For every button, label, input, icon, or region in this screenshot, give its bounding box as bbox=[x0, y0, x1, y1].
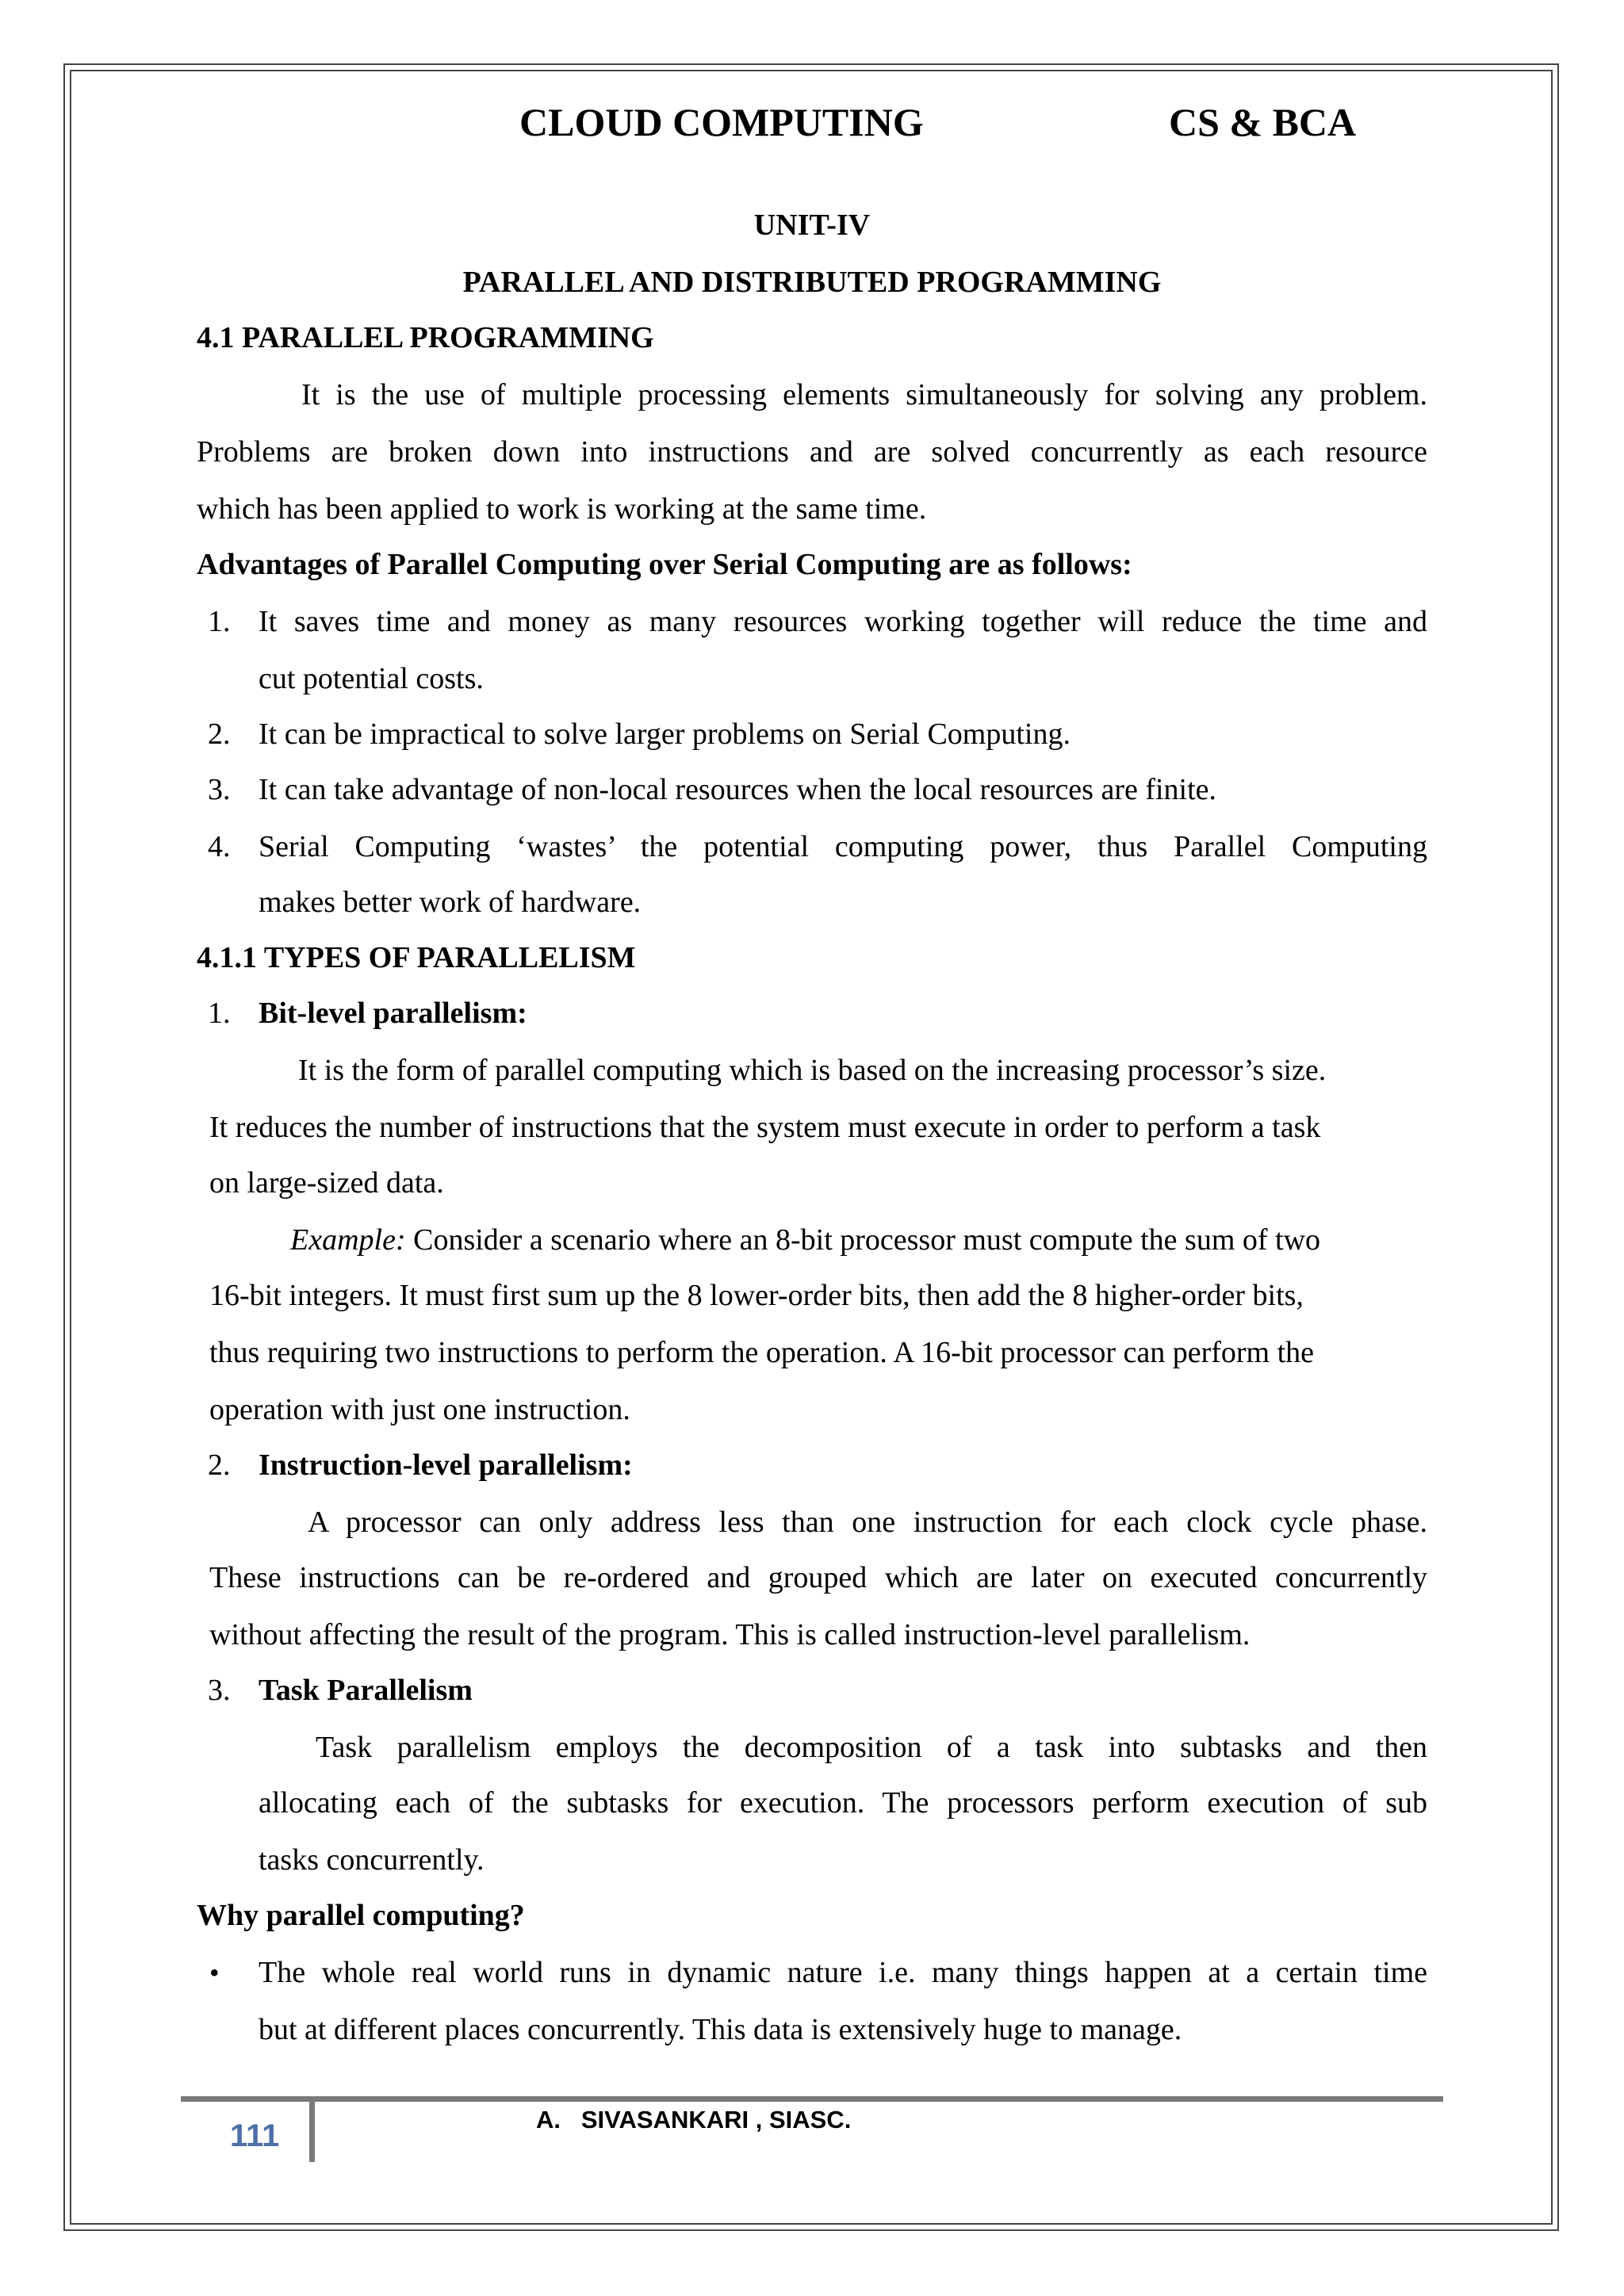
bullet-line: The whole real world runs in dynamic nature i.e. many things happen at a certain time bbox=[259, 1956, 1427, 1989]
paragraph-line: which has been applied to work is working at the same time. bbox=[197, 492, 927, 526]
paragraph-line: These instructions can be re-ordered and grouped which are later on executed concurrently bbox=[209, 1561, 1427, 1594]
list-item-line: It saves time and money as many resources working together will reduce the time and bbox=[259, 605, 1427, 638]
type-title: Bit-level parallelism: bbox=[259, 997, 527, 1030]
list-item-line: It can take advantage of non-local resources when the local resources are finite. bbox=[259, 773, 1217, 806]
unit-label: UNIT-IV bbox=[753, 209, 871, 242]
list-number: 3. bbox=[208, 773, 231, 806]
paragraph-line: It reduces the number of instructions that the system must execute in order to perform a task bbox=[209, 1111, 1321, 1144]
paragraph-line: Task parallelism employs the decomposition of a task into subtasks and then bbox=[316, 1731, 1427, 1764]
paragraph-line: Problems are broken down into instructions and are solved concurrently as each resource bbox=[197, 435, 1427, 469]
list-number: 4. bbox=[208, 830, 231, 863]
footer-rule bbox=[181, 2096, 1443, 2102]
example-text: Consider a scenario where an 8-bit processor must compute the sum of two bbox=[405, 1223, 1321, 1257]
paragraph-line: on large-sized data. bbox=[209, 1166, 444, 1200]
header-subject: CLOUD COMPUTING bbox=[519, 100, 924, 144]
type-title: Instruction-level parallelism: bbox=[259, 1448, 633, 1482]
paragraph-line: 16-bit integers. It must first sum up the 8 lower-order bits, then add the 8 higher-order bits, bbox=[209, 1279, 1304, 1312]
list-number: 2. bbox=[208, 718, 231, 751]
paragraph-line: thus requiring two instructions to perform the operation. A 16-bit processor can perform the bbox=[209, 1336, 1315, 1369]
list-number: 1. bbox=[208, 997, 231, 1030]
page-number: 111 bbox=[230, 2118, 280, 2153]
example-line bbox=[290, 1219, 1320, 1261]
list-item-line: cut potential costs. bbox=[259, 662, 484, 695]
list-item-line: It can be impractical to solve larger problems on Serial Computing. bbox=[259, 718, 1071, 751]
header-course: CS & BCA bbox=[1169, 100, 1357, 144]
paragraph-line: tasks concurrently. bbox=[259, 1843, 485, 1877]
footer-author: A. SIVASANKARI , SIASC. bbox=[536, 2106, 852, 2133]
footer-divider bbox=[309, 2102, 315, 2162]
bullet-icon: • bbox=[209, 1957, 220, 1988]
list-item-line: Serial Computing ‘wastes’ the potential computing power, thus Parallel Computing bbox=[259, 830, 1427, 863]
section-heading: 4.1 PARALLEL PROGRAMMING bbox=[197, 321, 654, 354]
paragraph-line: operation with just one instruction. bbox=[209, 1393, 630, 1426]
list-number: 3. bbox=[208, 1674, 231, 1707]
list-item-line: makes better work of hardware. bbox=[259, 886, 642, 919]
subsection-heading: 4.1.1 TYPES OF PARALLELISM bbox=[197, 941, 636, 974]
paragraph-line: without affecting the result of the program. This is called instruction-level parallelism. bbox=[209, 1618, 1251, 1651]
paragraph-line: A processor can only address less than one instruction for each clock cycle phase. bbox=[308, 1506, 1427, 1539]
list-number: 2. bbox=[208, 1448, 231, 1482]
unit-title: PARALLEL AND DISTRIBUTED PROGRAMMING bbox=[462, 266, 1162, 299]
why-heading: Why parallel computing? bbox=[197, 1899, 525, 1932]
type-title: Task Parallelism bbox=[259, 1674, 473, 1707]
paragraph-line: It is the form of parallel computing which is based on the increasing processor’s size. bbox=[298, 1054, 1327, 1087]
example-label: Example: bbox=[290, 1223, 406, 1257]
paragraph-line: It is the use of multiple processing elements simultaneously for solving any problem. bbox=[301, 378, 1427, 411]
list-number: 1. bbox=[208, 605, 231, 638]
advantages-heading: Advantages of Parallel Computing over Serial Computing are as follows: bbox=[197, 548, 1132, 581]
bullet-line: but at different places concurrently. This data is extensively huge to manage. bbox=[259, 2013, 1182, 2046]
paragraph-line: allocating each of the subtasks for execution. The processors perform execution of sub bbox=[259, 1786, 1427, 1820]
